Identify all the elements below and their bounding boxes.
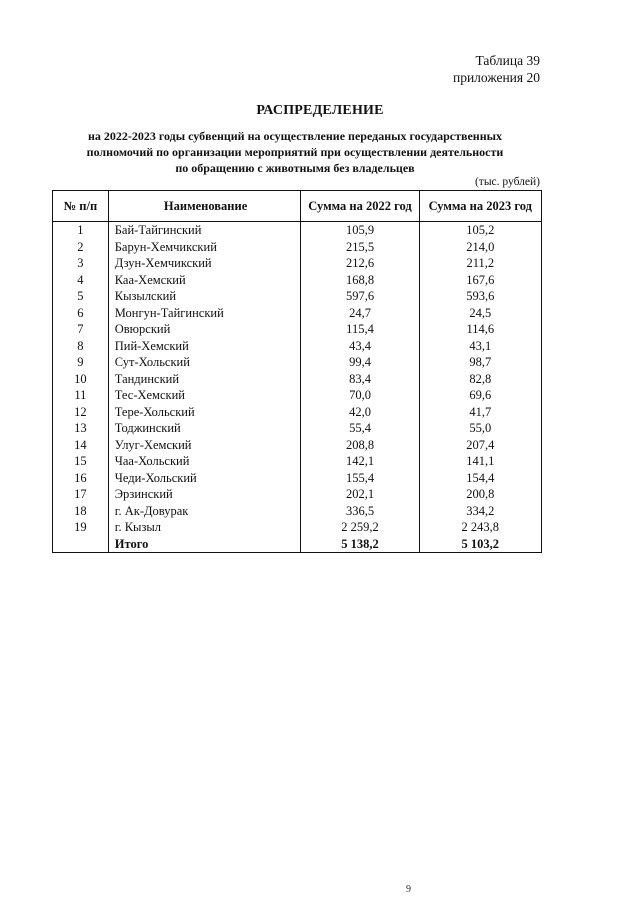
subtitle-line: полномочий по организации мероприятий при осуществлении деятельности: [86, 145, 504, 159]
row-value-2023: 98,7: [419, 354, 541, 371]
row-value-2023: 154,4: [419, 470, 541, 487]
table-header-row: [53, 191, 542, 222]
page-number: 9: [406, 884, 411, 895]
row-number: 13: [53, 420, 109, 437]
row-value-2022: 168,8: [301, 272, 419, 289]
table-row: [53, 437, 542, 454]
row-number: 7: [53, 321, 109, 338]
row-name: Тоджинский: [108, 420, 301, 437]
row-number: 3: [53, 255, 109, 272]
row-name: Барун-Хемчикский: [108, 239, 301, 256]
row-value-2022: 83,4: [301, 371, 419, 388]
table-body: [53, 222, 542, 553]
total-label: Итого: [108, 536, 301, 553]
row-value-2022: 2 259,2: [301, 519, 419, 536]
table-reference: [453, 52, 540, 86]
row-value-2023: 82,8: [419, 371, 541, 388]
table-row: [53, 305, 542, 322]
row-number: 14: [53, 437, 109, 454]
table-row: [53, 371, 542, 388]
row-value-2023: 55,0: [419, 420, 541, 437]
row-name: Кызылский: [108, 288, 301, 305]
row-number: 6: [53, 305, 109, 322]
table-row: [53, 486, 542, 503]
row-value-2022: 43,4: [301, 338, 419, 355]
row-name: Пий-Хемский: [108, 338, 301, 355]
row-number: 4: [53, 272, 109, 289]
table-row: [53, 354, 542, 371]
row-value-2022: 202,1: [301, 486, 419, 503]
table-row: [53, 288, 542, 305]
row-number: 9: [53, 354, 109, 371]
row-value-2023: 114,6: [419, 321, 541, 338]
row-value-2023: 200,8: [419, 486, 541, 503]
row-number: 15: [53, 453, 109, 470]
row-value-2022: 70,0: [301, 387, 419, 404]
row-value-2022: 142,1: [301, 453, 419, 470]
row-value-2023: 141,1: [419, 453, 541, 470]
table-row: [53, 255, 542, 272]
row-name: Овюрский: [108, 321, 301, 338]
row-name: Сут-Хольский: [108, 354, 301, 371]
row-value-2023: 207,4: [419, 437, 541, 454]
row-value-2023: 2 243,8: [419, 519, 541, 536]
table-row: [53, 519, 542, 536]
row-name: Тес-Хемский: [108, 387, 301, 404]
row-name: Улуг-Хемский: [108, 437, 301, 454]
row-value-2022: 105,9: [301, 222, 419, 239]
column-header-number: № п/п: [53, 191, 109, 222]
row-value-2022: 55,4: [301, 420, 419, 437]
row-value-2022: 155,4: [301, 470, 419, 487]
row-name: Тере-Хольский: [108, 404, 301, 421]
row-name: Чаа-Хольский: [108, 453, 301, 470]
row-number: 19: [53, 519, 109, 536]
table-row: [53, 453, 542, 470]
table-row: [53, 420, 542, 437]
table-row: [53, 387, 542, 404]
subtitle-line: на 2022-2023 годы субвенций на осуществление переданых государственных: [87, 129, 503, 143]
row-number: 12: [53, 404, 109, 421]
row-value-2022: 42,0: [301, 404, 419, 421]
table-row: [53, 222, 542, 239]
row-name: Каа-Хемский: [108, 272, 301, 289]
row-name: г. Ак-Довурак: [108, 503, 301, 520]
row-number: 5: [53, 288, 109, 305]
row-number: 17: [53, 486, 109, 503]
row-name: Бай-Тайгинский: [108, 222, 301, 239]
row-number: 2: [53, 239, 109, 256]
table-row: [53, 470, 542, 487]
row-value-2022: 336,5: [301, 503, 419, 520]
total-value-2022: 5 138,2: [301, 536, 419, 553]
row-number: 18: [53, 503, 109, 520]
row-number: 8: [53, 338, 109, 355]
row-value-2022: 24,7: [301, 305, 419, 322]
column-header-name: Наименование: [108, 191, 301, 222]
table-row: [53, 321, 542, 338]
table-label: Таблица 39: [475, 53, 540, 68]
row-value-2023: 211,2: [419, 255, 541, 272]
distribution-table: [52, 190, 542, 553]
total-number: [53, 536, 109, 553]
row-value-2023: 24,5: [419, 305, 541, 322]
row-name: г. Кызыл: [108, 519, 301, 536]
row-value-2022: 597,6: [301, 288, 419, 305]
row-value-2022: 212,6: [301, 255, 419, 272]
row-number: 16: [53, 470, 109, 487]
row-name: Эрзинский: [108, 486, 301, 503]
column-header-2023: Сумма на 2023 год: [419, 191, 541, 222]
document-subtitle: [70, 128, 520, 176]
unit-label: (тыс. рублей): [474, 176, 540, 188]
total-row: [53, 536, 542, 553]
table-row: [53, 503, 542, 520]
row-value-2022: 99,4: [301, 354, 419, 371]
table-row: [53, 272, 542, 289]
table-row: [53, 404, 542, 421]
row-name: Монгун-Тайгинский: [108, 305, 301, 322]
row-value-2023: 43,1: [419, 338, 541, 355]
row-value-2022: 115,4: [301, 321, 419, 338]
row-value-2023: 69,6: [419, 387, 541, 404]
row-number: 10: [53, 371, 109, 388]
row-value-2023: 41,7: [419, 404, 541, 421]
row-value-2023: 167,6: [419, 272, 541, 289]
row-number: 1: [53, 222, 109, 239]
subtitle-line: по обращению с животнымя без владельцев: [175, 161, 415, 175]
row-value-2022: 215,5: [301, 239, 419, 256]
document-title: РАСПРЕДЕЛЕНИЕ: [256, 103, 384, 118]
row-value-2023: 334,2: [419, 503, 541, 520]
table-row: [53, 338, 542, 355]
appendix-label: приложения 20: [452, 70, 540, 85]
row-value-2023: 593,6: [419, 288, 541, 305]
table-row: [53, 239, 542, 256]
row-name: Дзун-Хемчикский: [108, 255, 301, 272]
row-value-2022: 208,8: [301, 437, 419, 454]
column-header-2022: Сумма на 2022 год: [301, 191, 419, 222]
row-name: Тандинский: [108, 371, 301, 388]
row-value-2023: 214,0: [419, 239, 541, 256]
total-value-2023: 5 103,2: [419, 536, 541, 553]
row-value-2023: 105,2: [419, 222, 541, 239]
row-name: Чеди-Хольский: [108, 470, 301, 487]
row-number: 11: [53, 387, 109, 404]
